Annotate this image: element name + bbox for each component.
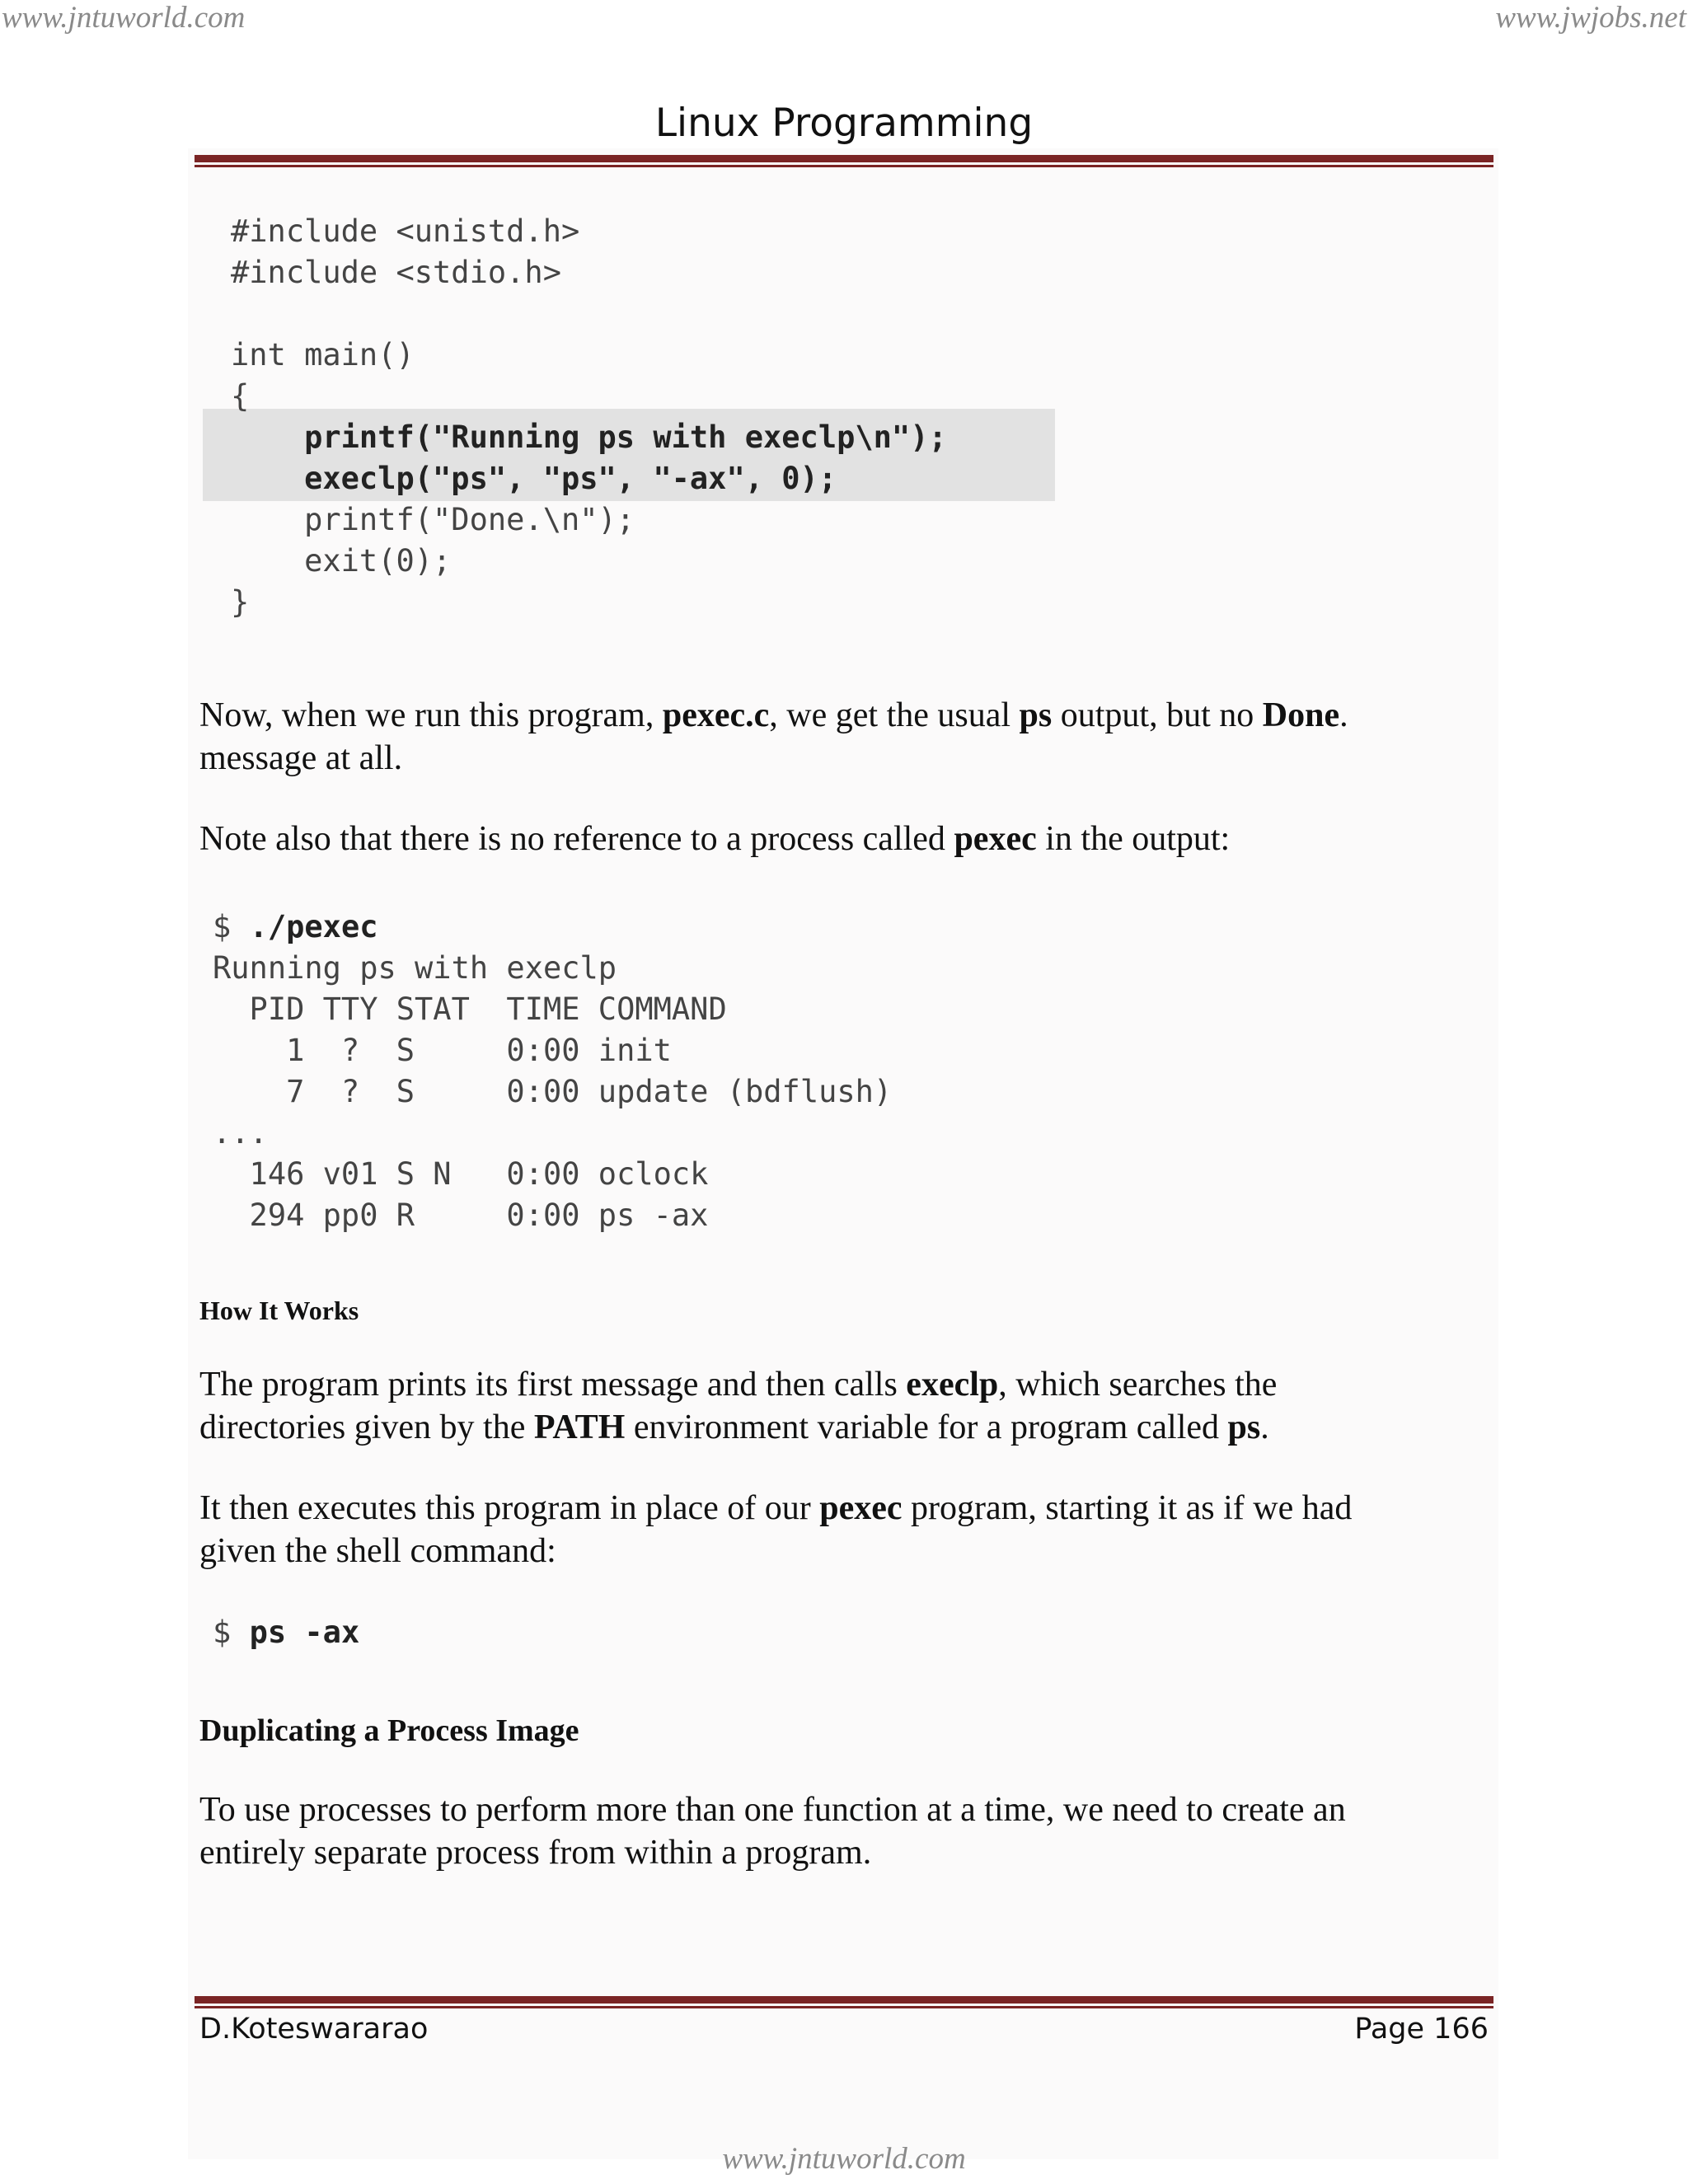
code-line: #include <stdio.h> bbox=[231, 255, 561, 290]
code-line bbox=[231, 293, 947, 335]
code-line: PID TTY STAT TIME COMMAND bbox=[213, 991, 727, 1027]
code-block-3 bbox=[213, 1612, 359, 1653]
bold-process-name: pexec bbox=[954, 820, 1037, 858]
code-line: printf("Done.\n"); bbox=[231, 502, 635, 537]
heading-how-it-works: How It Works bbox=[199, 1296, 359, 1325]
paragraph-execlp-explain bbox=[199, 1363, 1502, 1449]
text-span: given the shell command: bbox=[199, 1532, 556, 1570]
header-rule-thin bbox=[195, 165, 1493, 167]
code-line: } bbox=[231, 584, 250, 620]
prompt: $ bbox=[213, 1615, 250, 1650]
text-span: program, starting it as if we had bbox=[902, 1489, 1353, 1527]
text-span: directories given by the bbox=[199, 1408, 534, 1446]
code-block-2 bbox=[213, 907, 892, 1236]
code-line: Running ps with execlp bbox=[213, 950, 617, 986]
code-line: 146 v01 S N 0:00 oclock bbox=[213, 1156, 709, 1192]
code-line: int main() bbox=[231, 337, 415, 373]
footer-author: D.Koteswararao bbox=[199, 2013, 429, 2046]
bold-message: Done bbox=[1262, 696, 1340, 734]
watermark-top-left[interactable]: www.jntuworld.com bbox=[2, 1, 246, 35]
text-span: , we get the usual bbox=[769, 696, 1020, 734]
text-span: To use processes to perform more than one function at a time, we need to create an bbox=[199, 1791, 1346, 1829]
code-line: { bbox=[231, 378, 250, 414]
code-line-highlighted: printf("Running ps with execlp\n"); bbox=[231, 419, 947, 455]
footer-rule-thick bbox=[195, 1996, 1493, 2004]
paragraph-pexec-output bbox=[199, 694, 1502, 780]
text-span: environment variable for a program called bbox=[625, 1408, 1228, 1446]
paragraph-executes-program bbox=[199, 1487, 1502, 1572]
text-span: It then executes this program in place of our bbox=[199, 1489, 820, 1527]
bold-filename: pexec.c bbox=[662, 696, 770, 734]
paragraph-separate-process bbox=[199, 1788, 1502, 1874]
code-line: exit(0); bbox=[231, 543, 452, 579]
code-line: #include <unistd.h> bbox=[231, 213, 580, 249]
text-span: message at all. bbox=[199, 739, 403, 777]
bold-env-var: PATH bbox=[533, 1408, 626, 1446]
paragraph-no-reference bbox=[199, 818, 1502, 860]
text-span: , which searches the bbox=[998, 1366, 1278, 1404]
text-span: output, but no bbox=[1052, 696, 1263, 734]
text-span: Now, when we run this program, bbox=[199, 696, 663, 734]
text-span: in the output: bbox=[1036, 820, 1231, 858]
text-span: The program prints its first message and then calls bbox=[199, 1366, 907, 1404]
text-span: . bbox=[1260, 1408, 1269, 1446]
bold-command: ps bbox=[1019, 696, 1053, 734]
code-line: 1 ? S 0:00 init bbox=[213, 1033, 672, 1068]
code-line: 7 ? S 0:00 update (bdflush) bbox=[213, 1074, 893, 1109]
command: ./pexec bbox=[249, 909, 378, 944]
prompt: $ bbox=[213, 909, 250, 944]
text-span: Note also that there is no reference to a process called bbox=[199, 820, 954, 858]
code-line bbox=[213, 1612, 359, 1653]
text-span: . bbox=[1339, 696, 1348, 734]
bold-function: execlp bbox=[906, 1366, 999, 1404]
watermark-bottom[interactable]: www.jntuworld.com bbox=[722, 2142, 966, 2176]
code-line: 294 pp0 R 0:00 ps -ax bbox=[213, 1197, 709, 1233]
footer-page-number: Page 166 bbox=[1354, 2013, 1489, 2046]
command: ps -ax bbox=[249, 1615, 360, 1650]
code-line bbox=[213, 907, 892, 948]
heading-duplicating: Duplicating a Process Image bbox=[199, 1713, 579, 1748]
code-block-1 bbox=[231, 211, 947, 623]
footer-rule-thin bbox=[195, 2006, 1493, 2008]
page-title: Linux Programming bbox=[654, 101, 1034, 146]
watermark-top-right[interactable]: www.jwjobs.net bbox=[1495, 1, 1686, 35]
bold-program: pexec bbox=[819, 1489, 903, 1527]
code-line: ... bbox=[213, 1115, 268, 1151]
header-rule-thick bbox=[195, 155, 1493, 162]
bold-command: ps bbox=[1227, 1408, 1261, 1446]
text-span: entirely separate process from within a program. bbox=[199, 1834, 872, 1872]
code-line-highlighted: execlp("ps", "ps", "-ax", 0); bbox=[231, 461, 837, 496]
